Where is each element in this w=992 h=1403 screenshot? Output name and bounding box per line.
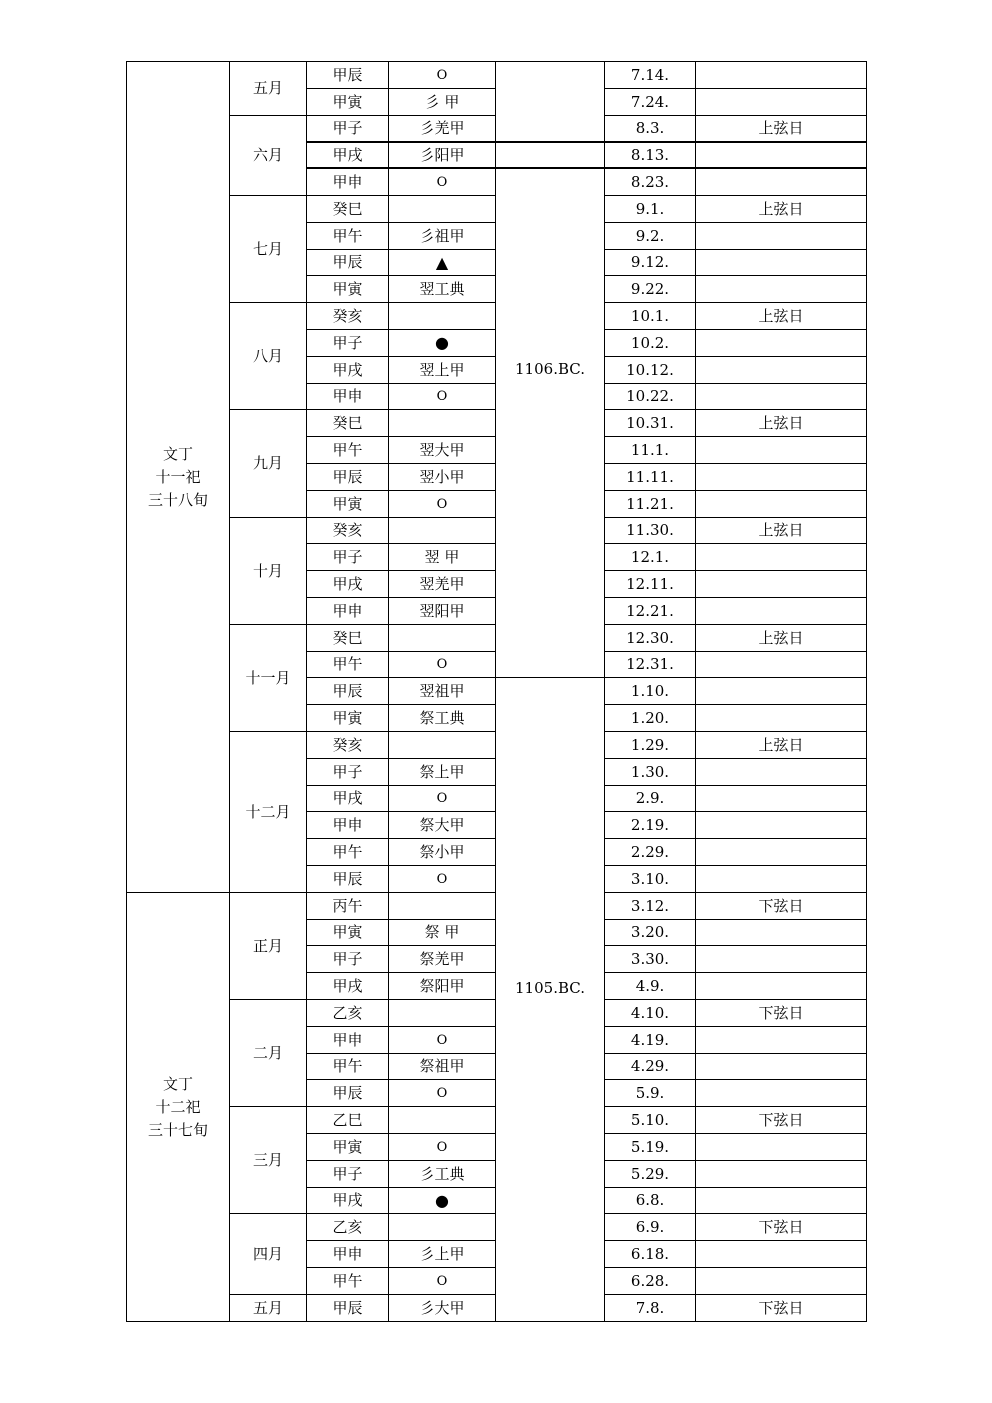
ganzhi-cell: 甲寅 bbox=[306, 88, 389, 116]
date-cell: 12.11. bbox=[604, 570, 696, 598]
ganzhi-cell: 甲寅 bbox=[306, 919, 389, 946]
ganzhi-cell: 甲子 bbox=[306, 543, 389, 571]
ganzhi-cell: 甲寅 bbox=[306, 275, 389, 303]
ritual-cell: 彡羌甲 bbox=[388, 115, 496, 142]
moon-phase-cell bbox=[695, 597, 867, 625]
ganzhi-cell: 甲寅 bbox=[306, 704, 389, 732]
date-cell: 3.10. bbox=[604, 865, 696, 893]
date-cell: 12.31. bbox=[604, 651, 696, 678]
bc-year: 1106.BC. bbox=[515, 360, 585, 378]
ritual-cell bbox=[388, 195, 496, 223]
date-cell: 5.19. bbox=[604, 1133, 696, 1161]
moon-phase-cell: 下弦日 bbox=[695, 1294, 867, 1322]
moon-phase-cell bbox=[695, 222, 867, 250]
date-cell: 6.28. bbox=[604, 1267, 696, 1295]
ritual-cell: O bbox=[388, 1267, 496, 1295]
moon-phase-cell bbox=[695, 88, 867, 116]
date-cell: 8.23. bbox=[604, 168, 696, 196]
moon-phase-cell bbox=[695, 1187, 867, 1214]
date-cell: 2.29. bbox=[604, 838, 696, 866]
moon-phase-cell bbox=[695, 838, 867, 866]
ganzhi-cell: 甲午 bbox=[306, 1053, 389, 1080]
ganzhi-cell: 甲辰 bbox=[306, 865, 389, 893]
date-cell: 11.11. bbox=[604, 463, 696, 491]
date-cell: 1.10. bbox=[604, 677, 696, 705]
date-cell: 4.10. bbox=[604, 999, 696, 1027]
ganzhi-cell: 甲午 bbox=[306, 838, 389, 866]
ritual-cell: 翌羌甲 bbox=[388, 570, 496, 598]
moon-phase-cell: 下弦日 bbox=[695, 892, 867, 920]
moon-phase-cell bbox=[695, 383, 867, 410]
ganzhi-cell: 甲戌 bbox=[306, 972, 389, 1000]
date-cell: 12.30. bbox=[604, 624, 696, 652]
date-cell: 6.18. bbox=[604, 1240, 696, 1268]
month-label: 十一月 bbox=[229, 624, 307, 732]
moon-phase-cell: 上弦日 bbox=[695, 302, 867, 330]
ganzhi-cell: 甲戌 bbox=[306, 570, 389, 598]
month-label: 三月 bbox=[229, 1106, 307, 1214]
ganzhi-cell: 乙亥 bbox=[306, 999, 389, 1027]
moon-phase-cell: 上弦日 bbox=[695, 195, 867, 223]
ruler-block bbox=[126, 892, 230, 1322]
ganzhi-cell: 甲戌 bbox=[306, 1187, 389, 1214]
ritual-cell: 翌上甲 bbox=[388, 356, 496, 384]
date-cell: 6.9. bbox=[604, 1213, 696, 1241]
ritual-cell bbox=[388, 409, 496, 437]
moon-phase-cell bbox=[695, 811, 867, 839]
ritual-cell: 祭 甲 bbox=[388, 919, 496, 946]
date-cell: 9.12. bbox=[604, 249, 696, 276]
bc-year: 1105.BC. bbox=[515, 979, 585, 997]
date-cell: 7.8. bbox=[604, 1294, 696, 1322]
date-cell: 9.2. bbox=[604, 222, 696, 250]
ruler-xun: 三十七旬 bbox=[147, 1120, 208, 1139]
date-cell: 11.1. bbox=[604, 436, 696, 464]
date-cell: 8.3. bbox=[604, 115, 696, 142]
ritual-cell: 翌 甲 bbox=[388, 543, 496, 571]
ganzhi-cell: 癸亥 bbox=[306, 517, 389, 544]
date-cell: 8.13. bbox=[604, 141, 696, 169]
ritual-cell bbox=[388, 731, 496, 759]
ritual-marker-icon: ▲ bbox=[388, 249, 496, 276]
ritual-cell: O bbox=[388, 61, 496, 89]
ganzhi-cell: 甲午 bbox=[306, 651, 389, 678]
ganzhi-cell: 甲申 bbox=[306, 1026, 389, 1054]
moon-phase-cell bbox=[695, 945, 867, 973]
month-label: 十二月 bbox=[229, 731, 307, 893]
ritual-cell bbox=[388, 517, 496, 544]
ritual-cell bbox=[388, 624, 496, 652]
date-cell: 5.9. bbox=[604, 1079, 696, 1107]
ritual-cell: O bbox=[388, 651, 496, 678]
ganzhi-cell: 丙午 bbox=[306, 892, 389, 920]
date-cell: 4.29. bbox=[604, 1053, 696, 1080]
date-cell: 1.30. bbox=[604, 758, 696, 786]
ritual-cell: 祭上甲 bbox=[388, 758, 496, 786]
ritual-cell: O bbox=[388, 383, 496, 410]
moon-phase-cell bbox=[695, 356, 867, 384]
date-cell: 10.31. bbox=[604, 409, 696, 437]
ganzhi-cell: 癸亥 bbox=[306, 302, 389, 330]
date-cell: 4.9. bbox=[604, 972, 696, 1000]
moon-phase-cell bbox=[695, 758, 867, 786]
ruler-xun: 三十八旬 bbox=[147, 490, 208, 509]
moon-phase-cell bbox=[695, 570, 867, 598]
date-cell: 10.12. bbox=[604, 356, 696, 384]
ganzhi-cell: 甲午 bbox=[306, 222, 389, 250]
moon-phase-cell bbox=[695, 1240, 867, 1268]
moon-phase-cell bbox=[695, 1267, 867, 1295]
month-label: 正月 bbox=[229, 892, 307, 1000]
month-label: 七月 bbox=[229, 195, 307, 303]
ruler-year: 十一祀 bbox=[155, 467, 201, 486]
month-label: 五月 bbox=[229, 61, 307, 116]
ritual-cell: 祭羌甲 bbox=[388, 945, 496, 973]
date-cell: 4.19. bbox=[604, 1026, 696, 1054]
ganzhi-cell: 甲辰 bbox=[306, 1079, 389, 1107]
ritual-cell bbox=[388, 302, 496, 330]
moon-phase-cell: 上弦日 bbox=[695, 517, 867, 544]
ganzhi-cell: 甲午 bbox=[306, 1267, 389, 1295]
date-cell: 10.1. bbox=[604, 302, 696, 330]
ganzhi-cell: 甲午 bbox=[306, 436, 389, 464]
ritual-cell: 彡阳甲 bbox=[388, 141, 496, 169]
ruler-block bbox=[126, 61, 230, 893]
ganzhi-cell: 癸巳 bbox=[306, 624, 389, 652]
ganzhi-cell: 癸亥 bbox=[306, 731, 389, 759]
date-cell: 10.22. bbox=[604, 383, 696, 410]
ritual-cell: 祭大甲 bbox=[388, 811, 496, 839]
ritual-cell: 翌大甲 bbox=[388, 436, 496, 464]
ritual-cell: 彡大甲 bbox=[388, 1294, 496, 1322]
ganzhi-cell: 甲辰 bbox=[306, 463, 389, 491]
ganzhi-cell: 甲申 bbox=[306, 168, 389, 196]
ritual-cell: O bbox=[388, 168, 496, 196]
date-cell: 2.19. bbox=[604, 811, 696, 839]
date-cell: 9.22. bbox=[604, 275, 696, 303]
ganzhi-cell: 甲申 bbox=[306, 597, 389, 625]
ganzhi-cell: 甲戌 bbox=[306, 141, 389, 169]
ritual-cell: O bbox=[388, 1026, 496, 1054]
ritual-cell: 彡祖甲 bbox=[388, 222, 496, 250]
moon-phase-cell bbox=[695, 490, 867, 518]
date-cell: 11.30. bbox=[604, 517, 696, 544]
date-cell: 12.1. bbox=[604, 543, 696, 571]
moon-phase-cell: 上弦日 bbox=[695, 624, 867, 652]
date-cell: 3.12. bbox=[604, 892, 696, 920]
ritual-marker-icon: ● bbox=[388, 329, 496, 357]
ganzhi-cell: 甲子 bbox=[306, 945, 389, 973]
ganzhi-cell: 甲辰 bbox=[306, 1294, 389, 1322]
ganzhi-cell: 甲辰 bbox=[306, 249, 389, 276]
ritual-cell bbox=[388, 1106, 496, 1134]
moon-phase-cell bbox=[695, 972, 867, 1000]
ritual-cell: 翌阳甲 bbox=[388, 597, 496, 625]
month-label: 八月 bbox=[229, 302, 307, 410]
ritual-cell: 彡上甲 bbox=[388, 1240, 496, 1268]
emphasis-rule bbox=[306, 141, 867, 169]
ritual-cell: 翌祖甲 bbox=[388, 677, 496, 705]
moon-phase-cell bbox=[695, 61, 867, 89]
ganzhi-cell: 乙巳 bbox=[306, 1106, 389, 1134]
date-cell: 7.14. bbox=[604, 61, 696, 89]
ritual-cell: O bbox=[388, 785, 496, 812]
moon-phase-cell: 下弦日 bbox=[695, 1106, 867, 1134]
ganzhi-cell: 甲申 bbox=[306, 383, 389, 410]
month-label: 十月 bbox=[229, 517, 307, 625]
moon-phase-cell bbox=[695, 329, 867, 357]
date-cell: 1.20. bbox=[604, 704, 696, 732]
moon-phase-cell: 下弦日 bbox=[695, 1213, 867, 1241]
ganzhi-cell: 甲寅 bbox=[306, 1133, 389, 1161]
date-cell: 6.8. bbox=[604, 1187, 696, 1214]
moon-phase-cell: 上弦日 bbox=[695, 731, 867, 759]
ritual-cell bbox=[388, 999, 496, 1027]
ganzhi-cell: 甲辰 bbox=[306, 61, 389, 89]
moon-phase-cell bbox=[695, 1053, 867, 1080]
ganzhi-cell: 甲戌 bbox=[306, 356, 389, 384]
ritual-cell: O bbox=[388, 1133, 496, 1161]
ritual-cell bbox=[388, 892, 496, 920]
moon-phase-cell bbox=[695, 1079, 867, 1107]
date-cell: 9.1. bbox=[604, 195, 696, 223]
moon-phase-cell bbox=[695, 543, 867, 571]
moon-phase-cell bbox=[695, 249, 867, 276]
date-cell: 12.21. bbox=[604, 597, 696, 625]
moon-phase-cell: 下弦日 bbox=[695, 999, 867, 1027]
ganzhi-cell: 甲戌 bbox=[306, 785, 389, 812]
ganzhi-cell: 甲子 bbox=[306, 115, 389, 142]
date-cell: 7.24. bbox=[604, 88, 696, 116]
date-cell: 3.30. bbox=[604, 945, 696, 973]
month-label: 四月 bbox=[229, 1213, 307, 1295]
moon-phase-cell bbox=[695, 1026, 867, 1054]
month-label: 二月 bbox=[229, 999, 307, 1107]
date-cell: 2.9. bbox=[604, 785, 696, 812]
moon-phase-cell bbox=[695, 785, 867, 812]
ritual-cell: 祭阳甲 bbox=[388, 972, 496, 1000]
moon-phase-cell: 上弦日 bbox=[695, 115, 867, 142]
ganzhi-cell: 乙亥 bbox=[306, 1213, 389, 1241]
ritual-cell: 彡工典 bbox=[388, 1160, 496, 1188]
ganzhi-cell: 甲子 bbox=[306, 758, 389, 786]
moon-phase-cell bbox=[695, 704, 867, 732]
ruler-name: 文丁 bbox=[162, 444, 193, 463]
moon-phase-cell bbox=[695, 1160, 867, 1188]
ritual-cell: O bbox=[388, 490, 496, 518]
ganzhi-cell: 癸巳 bbox=[306, 409, 389, 437]
ganzhi-cell: 甲申 bbox=[306, 811, 389, 839]
ritual-cell bbox=[388, 1213, 496, 1241]
moon-phase-cell bbox=[695, 275, 867, 303]
moon-phase-cell bbox=[695, 651, 867, 678]
ritual-cell: 翌工典 bbox=[388, 275, 496, 303]
moon-phase-cell bbox=[695, 436, 867, 464]
month-label: 六月 bbox=[229, 115, 307, 196]
ganzhi-cell: 癸巳 bbox=[306, 195, 389, 223]
date-cell: 1.29. bbox=[604, 731, 696, 759]
ritual-cell: 彡 甲 bbox=[388, 88, 496, 116]
moon-phase-cell: 上弦日 bbox=[695, 409, 867, 437]
month-label: 五月 bbox=[229, 1294, 307, 1322]
ritual-cell: 祭工典 bbox=[388, 704, 496, 732]
ganzhi-cell: 甲辰 bbox=[306, 677, 389, 705]
ritual-marker-icon: ● bbox=[388, 1187, 496, 1214]
moon-phase-cell bbox=[695, 1133, 867, 1161]
ruler-year: 十二祀 bbox=[155, 1097, 201, 1116]
ganzhi-cell: 甲寅 bbox=[306, 490, 389, 518]
date-cell: 5.10. bbox=[604, 1106, 696, 1134]
month-label: 九月 bbox=[229, 409, 307, 518]
moon-phase-cell bbox=[695, 677, 867, 705]
moon-phase-cell bbox=[695, 168, 867, 196]
ganzhi-cell: 甲申 bbox=[306, 1240, 389, 1268]
calendar-table bbox=[126, 61, 866, 1319]
date-cell: 11.21. bbox=[604, 490, 696, 518]
ritual-cell: 祭祖甲 bbox=[388, 1053, 496, 1080]
ganzhi-cell: 甲子 bbox=[306, 329, 389, 357]
moon-phase-cell bbox=[695, 463, 867, 491]
ritual-cell: 祭小甲 bbox=[388, 838, 496, 866]
date-cell: 10.2. bbox=[604, 329, 696, 357]
moon-phase-cell bbox=[695, 919, 867, 946]
ritual-cell: O bbox=[388, 865, 496, 893]
ruler-name: 文丁 bbox=[162, 1074, 193, 1093]
date-cell: 3.20. bbox=[604, 919, 696, 946]
ganzhi-cell: 甲子 bbox=[306, 1160, 389, 1188]
bc-year-block bbox=[495, 677, 605, 1322]
date-cell: 5.29. bbox=[604, 1160, 696, 1188]
moon-phase-cell bbox=[695, 865, 867, 893]
ritual-cell: 翌小甲 bbox=[388, 463, 496, 491]
ritual-cell: O bbox=[388, 1079, 496, 1107]
